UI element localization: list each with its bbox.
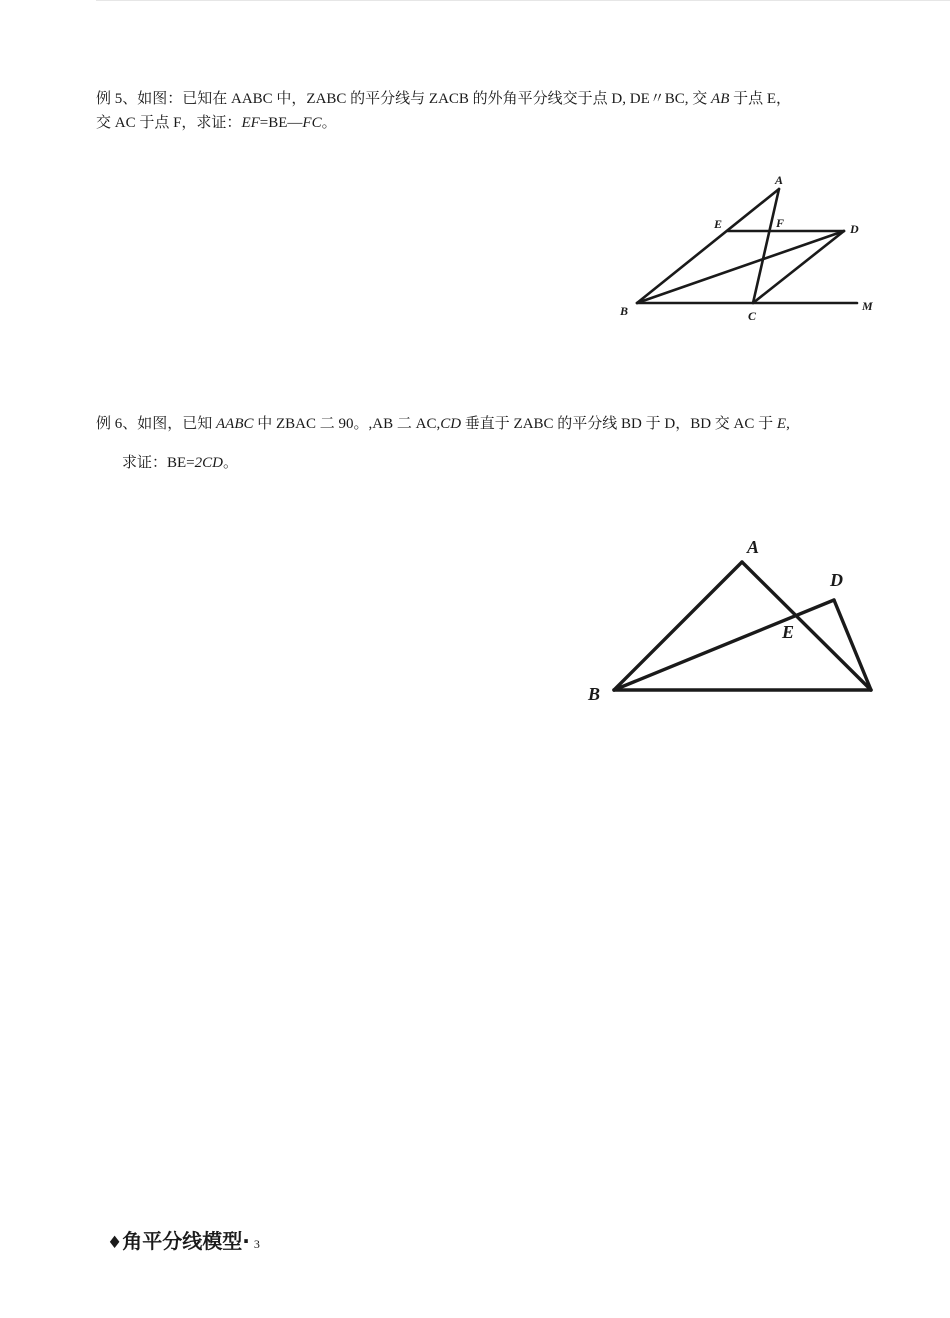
example-5-line-2 bbox=[96, 110, 337, 137]
footer-title: 角平分线模型 bbox=[122, 1229, 243, 1253]
label-d: D bbox=[850, 222, 859, 236]
ex6-text-f: 求证：BE= bbox=[122, 455, 195, 471]
top-rule bbox=[96, 0, 950, 1]
ex6-text-e: E bbox=[776, 416, 787, 432]
ex5-text-b: 于点 E， bbox=[729, 91, 792, 107]
ex6-text-d: , bbox=[786, 416, 790, 432]
example-6-line-1 bbox=[96, 411, 790, 438]
label-d: D bbox=[830, 570, 843, 590]
segment-bd bbox=[637, 231, 844, 303]
example-5-line-1 bbox=[96, 86, 791, 113]
ex5-text-ef: EF bbox=[241, 115, 260, 131]
label-c: C bbox=[748, 309, 757, 323]
label-f: F bbox=[776, 216, 785, 230]
page-footer bbox=[107, 1225, 260, 1254]
ex6-text-a: 例 6、如图，已知 bbox=[96, 416, 217, 432]
ex5-text-a: 例 5、如图：已知在 AABC 中，ZABC 的平分线与 ZACB 的外角平分线交于点 D, DE〃BC, 交 bbox=[96, 91, 712, 107]
ex6-text-2cd: 2CD bbox=[194, 455, 223, 471]
figure-6 bbox=[580, 530, 890, 715]
label-b: B bbox=[620, 304, 629, 318]
label-e: E bbox=[782, 622, 795, 642]
label-a: A bbox=[775, 173, 784, 187]
ex5-text-e: 。 bbox=[321, 115, 337, 131]
segment-dc bbox=[834, 600, 871, 690]
example-6-line-2 bbox=[122, 450, 238, 477]
ex5-text-ab: AB bbox=[711, 91, 730, 107]
ex5-text-d: =BE— bbox=[259, 115, 303, 131]
footer-dot: · bbox=[242, 1229, 250, 1253]
segment-ac bbox=[742, 562, 871, 690]
ex6-text-aabc: AABC bbox=[216, 416, 254, 432]
ex5-text-c: 交 AC 于点 F，求证： bbox=[96, 115, 242, 131]
label-m: M bbox=[862, 299, 873, 313]
diamond-icon: ♦ bbox=[107, 1233, 123, 1253]
label-a: A bbox=[747, 537, 760, 557]
figure-5 bbox=[600, 170, 900, 330]
page-number: 3 bbox=[253, 1237, 260, 1251]
ex6-text-c: 垂直于 ZABC 的平分线 BD 于 D，BD 交 AC 于 bbox=[461, 416, 777, 432]
label-b: B bbox=[588, 684, 601, 704]
ex6-text-b: 中 ZBAC 二 90。,AB 二 AC, bbox=[253, 416, 441, 432]
ex6-text-g: 。 bbox=[222, 455, 238, 471]
segment-bd bbox=[614, 600, 834, 690]
ex6-text-cd: CD bbox=[440, 416, 462, 432]
label-e: E bbox=[714, 217, 723, 231]
segment-ba bbox=[614, 562, 742, 690]
ex5-text-fc: FC bbox=[302, 115, 322, 131]
